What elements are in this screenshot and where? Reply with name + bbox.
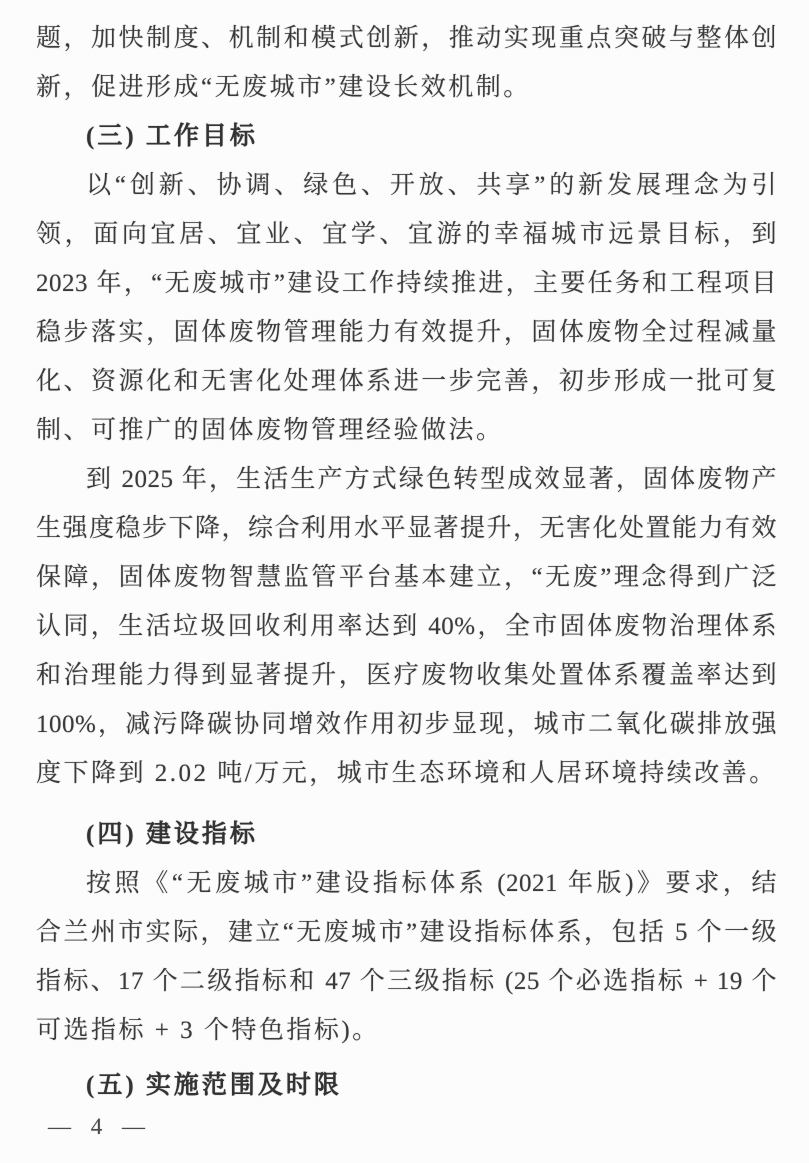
text-line: 2023 年，“无废城市”建设工作持续推进，主要任务和工程项目 (36, 270, 777, 297)
section-heading-4: (四) 建设指标 (86, 821, 258, 848)
text-line: 合兰州市实际，建立“无废城市”建设指标体系，包括 5 个一级 (36, 919, 777, 946)
text-line: 化、资源化和无害化处理体系进一步完善，初步形成一批可复 (36, 368, 777, 395)
text-line: 按照《“无废城市”建设指标体系 (2021 年版)》要求，结 (86, 870, 777, 897)
document-body (36, 14, 777, 1110)
text-line: 100%，减污降碳协同增效作用初步显现，城市二氧化碳排放强 (36, 711, 777, 738)
section-heading-3: (三) 工作目标 (86, 123, 258, 150)
section-heading-5: (五) 实施范围及时限 (86, 1072, 342, 1099)
text-line: 指标、17 个二级指标和 47 个三级指标 (25 个必选指标 + 19 个 (36, 968, 777, 995)
text-line: 以“创新、协调、绿色、开放、共享”的新发展理念为引 (86, 172, 777, 199)
text-line: 和治理能力得到显著提升，医疗废物收集处置体系覆盖率达到 (36, 662, 777, 689)
text-line: 生强度稳步下降，综合利用水平显著提升，无害化处置能力有效 (36, 515, 777, 542)
text-line: 认同，生活垃圾回收利用率达到 40%，全市固体废物治理体系 (36, 613, 777, 640)
text-line: 领，面向宜居、宜业、宜学、宜游的幸福城市远景目标，到 (36, 221, 777, 248)
text-line: 稳步落实，固体废物管理能力有效提升，固体废物全过程减量 (36, 319, 777, 346)
page-number: — 4 — (48, 1114, 146, 1139)
text-line: 制、可推广的固体废物管理经验做法。 (36, 417, 504, 444)
text-line: 到 2025 年，生活生产方式绿色转型成效显著，固体废物产 (86, 466, 777, 493)
text-line: 可选指标 + 3 个特色指标)。 (36, 1017, 380, 1044)
text-line: 题，加快制度、机制和模式创新，推动实现重点突破与整体创 (36, 25, 777, 52)
text-line: 度下降到 2.02 吨/万元，城市生态环境和人居环境持续改善。 (36, 760, 777, 787)
text-line: 新，促进形成“无废城市”建设长效机制。 (36, 74, 531, 101)
text-line: 保障，固体废物智慧监管平台基本建立，“无废”理念得到广泛 (36, 564, 777, 591)
